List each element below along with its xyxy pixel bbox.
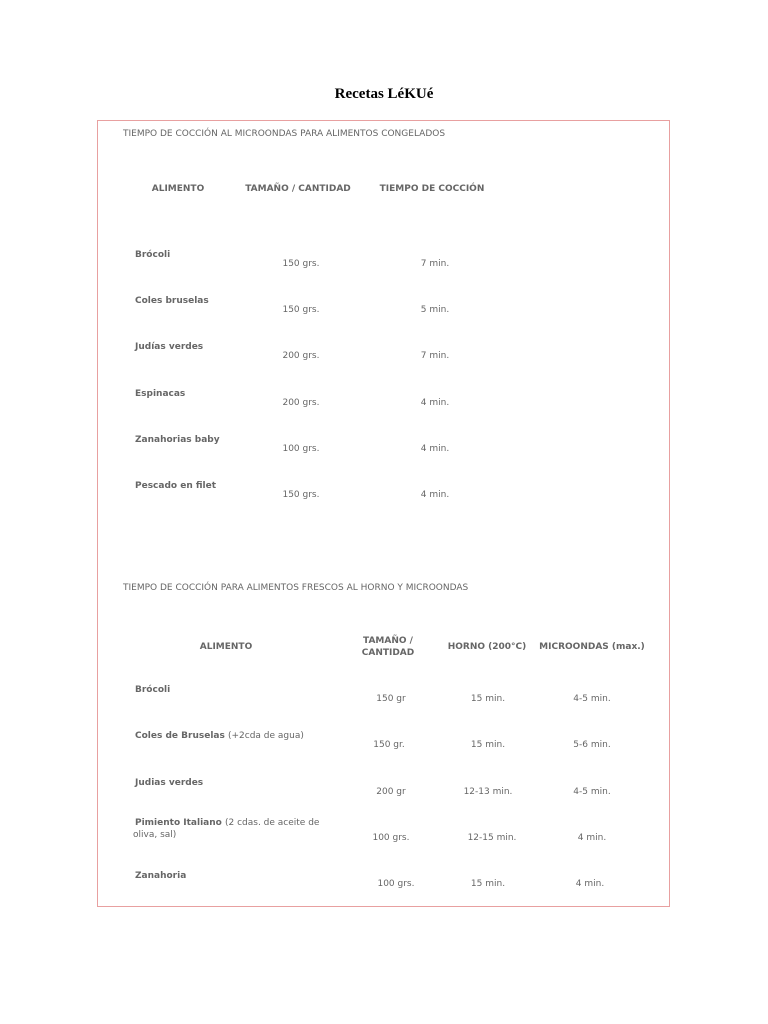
- s2-header-cantidad-line2: CANTIDAD: [361, 648, 415, 658]
- s2-row-name: [135, 685, 170, 695]
- section2-title: TIEMPO DE COCCIÓN PARA ALIMENTOS FRESCOS AL HORNO Y MICROONDAS: [123, 583, 469, 593]
- s2-row-horno: 12-15 min.: [467, 833, 517, 843]
- s2-row-cantidad: 200 gr: [376, 787, 406, 797]
- s2-row-cantidad: 100 grs.: [372, 833, 410, 843]
- s1-header-cantidad: TAMAÑO / CANTIDAD: [245, 184, 351, 194]
- s2-row-horno: 15 min.: [470, 879, 506, 889]
- s1-row-name: Brócoli: [135, 250, 171, 260]
- s2-row-name-text: Brócoli: [135, 685, 171, 695]
- s2-row-name: [135, 778, 203, 788]
- s2-row-horno: 12-13 min.: [463, 787, 513, 797]
- s1-row-cantidad: 200 grs.: [282, 351, 320, 361]
- s1-row-tiempo: 7 min.: [420, 351, 450, 361]
- s1-row-name: Coles bruselas: [135, 296, 209, 306]
- s2-row-name: [135, 731, 304, 741]
- s2-row-horno: 15 min.: [470, 694, 506, 704]
- s1-row-tiempo: 5 min.: [420, 305, 450, 315]
- s2-row-note-cont: oliva, sal): [133, 830, 177, 840]
- s1-row-name: Judías verdes: [135, 342, 204, 352]
- s2-row-note: (+2cda de agua): [227, 731, 304, 741]
- s1-row-cantidad: 150 grs.: [282, 259, 320, 269]
- s2-row-micro: 4-5 min.: [573, 694, 611, 704]
- s2-row-name-text: Pimiento Italiano: [135, 818, 222, 828]
- s1-row-name: Espinacas: [135, 389, 186, 399]
- s2-row-name: [135, 871, 186, 881]
- s1-row-cantidad: 100 grs.: [282, 444, 320, 454]
- s2-header-horno: HORNO (200°C): [447, 642, 527, 652]
- s1-row-tiempo: 4 min.: [420, 444, 450, 454]
- s2-row-note: (2 cdas. de aceite de: [224, 818, 320, 828]
- s2-row-cantidad: 150 gr.: [373, 740, 405, 750]
- s1-row-cantidad: 150 grs.: [282, 490, 320, 500]
- s2-row-micro: 4 min.: [577, 833, 607, 843]
- s2-row-cantidad: 100 grs.: [377, 879, 415, 889]
- section1-title: TIEMPO DE COCCIÓN AL MICROONDAS PARA ALIMENTOS CONGELADOS: [123, 129, 446, 139]
- s1-row-tiempo: 7 min.: [420, 259, 450, 269]
- s2-row-horno: 15 min.: [470, 740, 506, 750]
- s2-header-cantidad-line1: TAMAÑO /: [363, 636, 413, 646]
- s2-row-name-text: Coles de Bruselas: [135, 731, 225, 741]
- s1-row-name: Zanahorias baby: [135, 435, 220, 445]
- document-title: Recetas LéKUé: [334, 86, 434, 102]
- s2-row-micro: 5-6 min.: [573, 740, 611, 750]
- s1-row-tiempo: 4 min.: [420, 490, 450, 500]
- s2-row-name: [135, 818, 319, 828]
- s1-header-tiempo: TIEMPO DE COCCIÓN: [379, 184, 485, 194]
- s2-row-cantidad: 150 gr: [376, 694, 406, 704]
- s2-row-micro: 4-5 min.: [573, 787, 611, 797]
- s1-row-cantidad: 200 grs.: [282, 398, 320, 408]
- s1-row-name: Pescado en filet: [135, 481, 217, 491]
- s1-header-alimento: ALIMENTO: [151, 184, 205, 194]
- s2-header-alimento: ALIMENTO: [199, 642, 253, 652]
- s2-row-micro: 4 min.: [575, 879, 605, 889]
- s1-row-cantidad: 150 grs.: [282, 305, 320, 315]
- s1-row-tiempo: 4 min.: [420, 398, 450, 408]
- s2-row-name-text: Judias verdes: [135, 778, 204, 788]
- s2-row-name-text: Zanahoria: [135, 871, 187, 881]
- s2-header-microondas: MICROONDAS (max.): [539, 642, 645, 652]
